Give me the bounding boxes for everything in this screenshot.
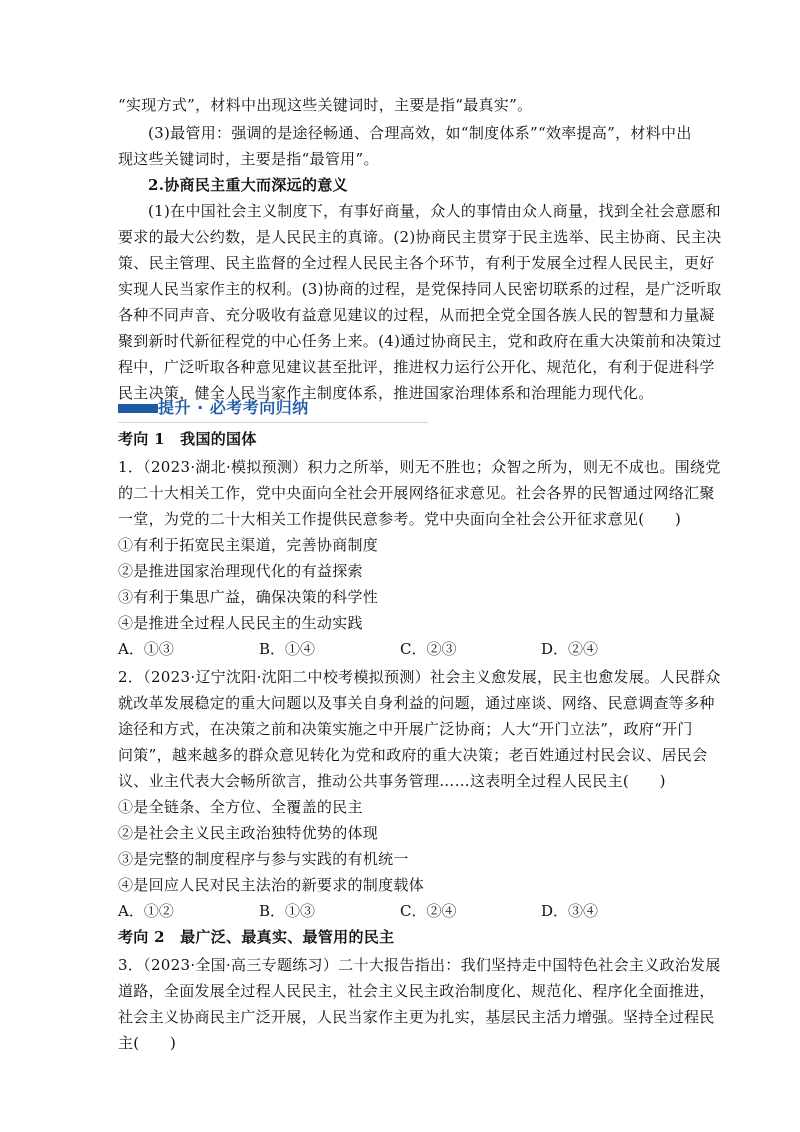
answer-option[interactable]: B．①③ xyxy=(259,902,316,920)
section2-line: 聚到新时代新征程党的中心任务上来。(4)通过协商民主，党和政府在重大决策前和决策过 xyxy=(118,332,722,350)
answer-option[interactable]: C．②④ xyxy=(400,902,457,920)
section2-line: 实现人民当家作主的权利。(3)协商的过程，是党保持同人民密切联系的过程，是广泛听取 xyxy=(118,280,722,298)
question-line: 一堂，为党的二十大相关工作提供民意参考。党中央面向全社会公开征求意见( ) xyxy=(118,510,682,528)
banner-bar xyxy=(118,404,158,413)
section2-line: 各种不同声音、充分吸收有益意见建议的过程，从而把全党全国各族人民的智慧和力量凝 xyxy=(118,306,715,324)
question-line: 2．（2023·辽宁沈阳·沈阳二中校考模拟预测）社会主义愈发展，民主也愈发展。人民群众 xyxy=(118,668,721,686)
question-line: 社会主义协商民主广泛开展，人民当家作主更为扎实，基层民主活力增强。坚持全过程民 xyxy=(118,1008,715,1026)
statement: ③是完整的制度程序与参与实践的有机统一 xyxy=(118,850,409,868)
statement: ③有利于集思广益，确保决策的科学性 xyxy=(118,588,379,606)
question-line: 议、业主代表大会畅所欲言，推动公共事务管理……这表明全过程人民民主( ) xyxy=(118,772,666,790)
question-line: 途径和方式，在决策之前和决策实施之中开展广泛协商；人大“开门立法”，政府“开门 xyxy=(118,720,693,738)
section-banner xyxy=(118,394,428,423)
question-line: 主( ) xyxy=(118,1034,177,1052)
topic-heading: 考向 2 最广泛、最真实、最管用的民主 xyxy=(118,928,395,946)
answer-option[interactable]: C．②③ xyxy=(400,640,457,658)
question-line: 的二十大相关工作，党中央面向全社会开展网络征求意见。社会各界的民智通过网络汇聚 xyxy=(118,484,715,502)
answer-option[interactable]: D．②④ xyxy=(541,640,599,658)
intro-line: “实现方式”，材料中出现这些关键词时，主要是指“最真实”。 xyxy=(118,96,533,114)
statement: ②是社会主义民主政治独特优势的体现 xyxy=(118,824,379,842)
section2-line: (1)在中国社会主义制度下，有事好商量，众人的事情由众人商量，找到全社会意愿和 xyxy=(148,202,721,220)
point3-line: (3)最管用：强调的是途径畅通、合理高效，如“制度体系”“效率提高”，材料中出 xyxy=(148,124,692,142)
section2-line: 策、民主管理、民主监督的全过程人民民主各个环节，有利于发展全过程人民民主，更好 xyxy=(118,254,715,272)
question-line: 问策”，越来越多的群众意见转化为党和政府的重大决策；老百姓通过村民会议、居民会 xyxy=(118,746,708,764)
answer-option[interactable]: B．①④ xyxy=(259,640,316,658)
question-line: 就改革发展稳定的重大问题以及事关自身利益的问题，通过座谈、网络、民意调查等多种 xyxy=(118,694,715,712)
section2-line: 要求的最大公约数，是人民民主的真谛。(2)协商民主贯穿于民主选举、民主协商、民主决 xyxy=(118,228,722,246)
question-line: 道路，全面发展全过程人民民主，社会主义民主政治制度化、规范化、程序化全面推进， xyxy=(118,982,715,1000)
topic-heading: 考向 1 我国的国体 xyxy=(118,430,257,448)
statement: ④是回应人民对民主法治的新要求的制度载体 xyxy=(118,876,425,894)
banner-title: 提升 · 必考考向归纳 xyxy=(158,398,309,417)
statement: ①是全链条、全方位、全覆盖的民主 xyxy=(118,798,363,816)
section2-line: 民主决策，健全人民当家作主制度体系，推进国家治理体系和治理能力现代化。 xyxy=(118,384,654,402)
answer-option[interactable]: A．①③ xyxy=(118,640,174,658)
answer-option[interactable]: D．③④ xyxy=(541,902,599,920)
question-line: 3．（2023·全国·高三专题练习）二十大报告指出：我们坚持走中国特色社会主义政治发展 xyxy=(118,956,721,974)
section-heading: 2.协商民主重大而深远的意义 xyxy=(148,176,348,194)
question-line: 1．（2023·湖北·模拟预测）积力之所举，则无不胜也；众智之所为，则无不成也。围绕党 xyxy=(118,458,721,476)
answer-option[interactable]: A．①② xyxy=(118,902,174,920)
section2-line: 程中，广泛听取各种意见建议甚至批评，推进权力运行公开化、规范化，有利于促进科学 xyxy=(118,358,715,376)
statement: ②是推进国家治理现代化的有益探索 xyxy=(118,562,363,580)
statement: ④是推进全过程人民民主的生动实践 xyxy=(118,614,363,632)
statement: ①有利于拓宽民主渠道，完善协商制度 xyxy=(118,536,379,554)
point3-line: 现这些关键词时，主要是指“最管用”。 xyxy=(118,150,379,168)
